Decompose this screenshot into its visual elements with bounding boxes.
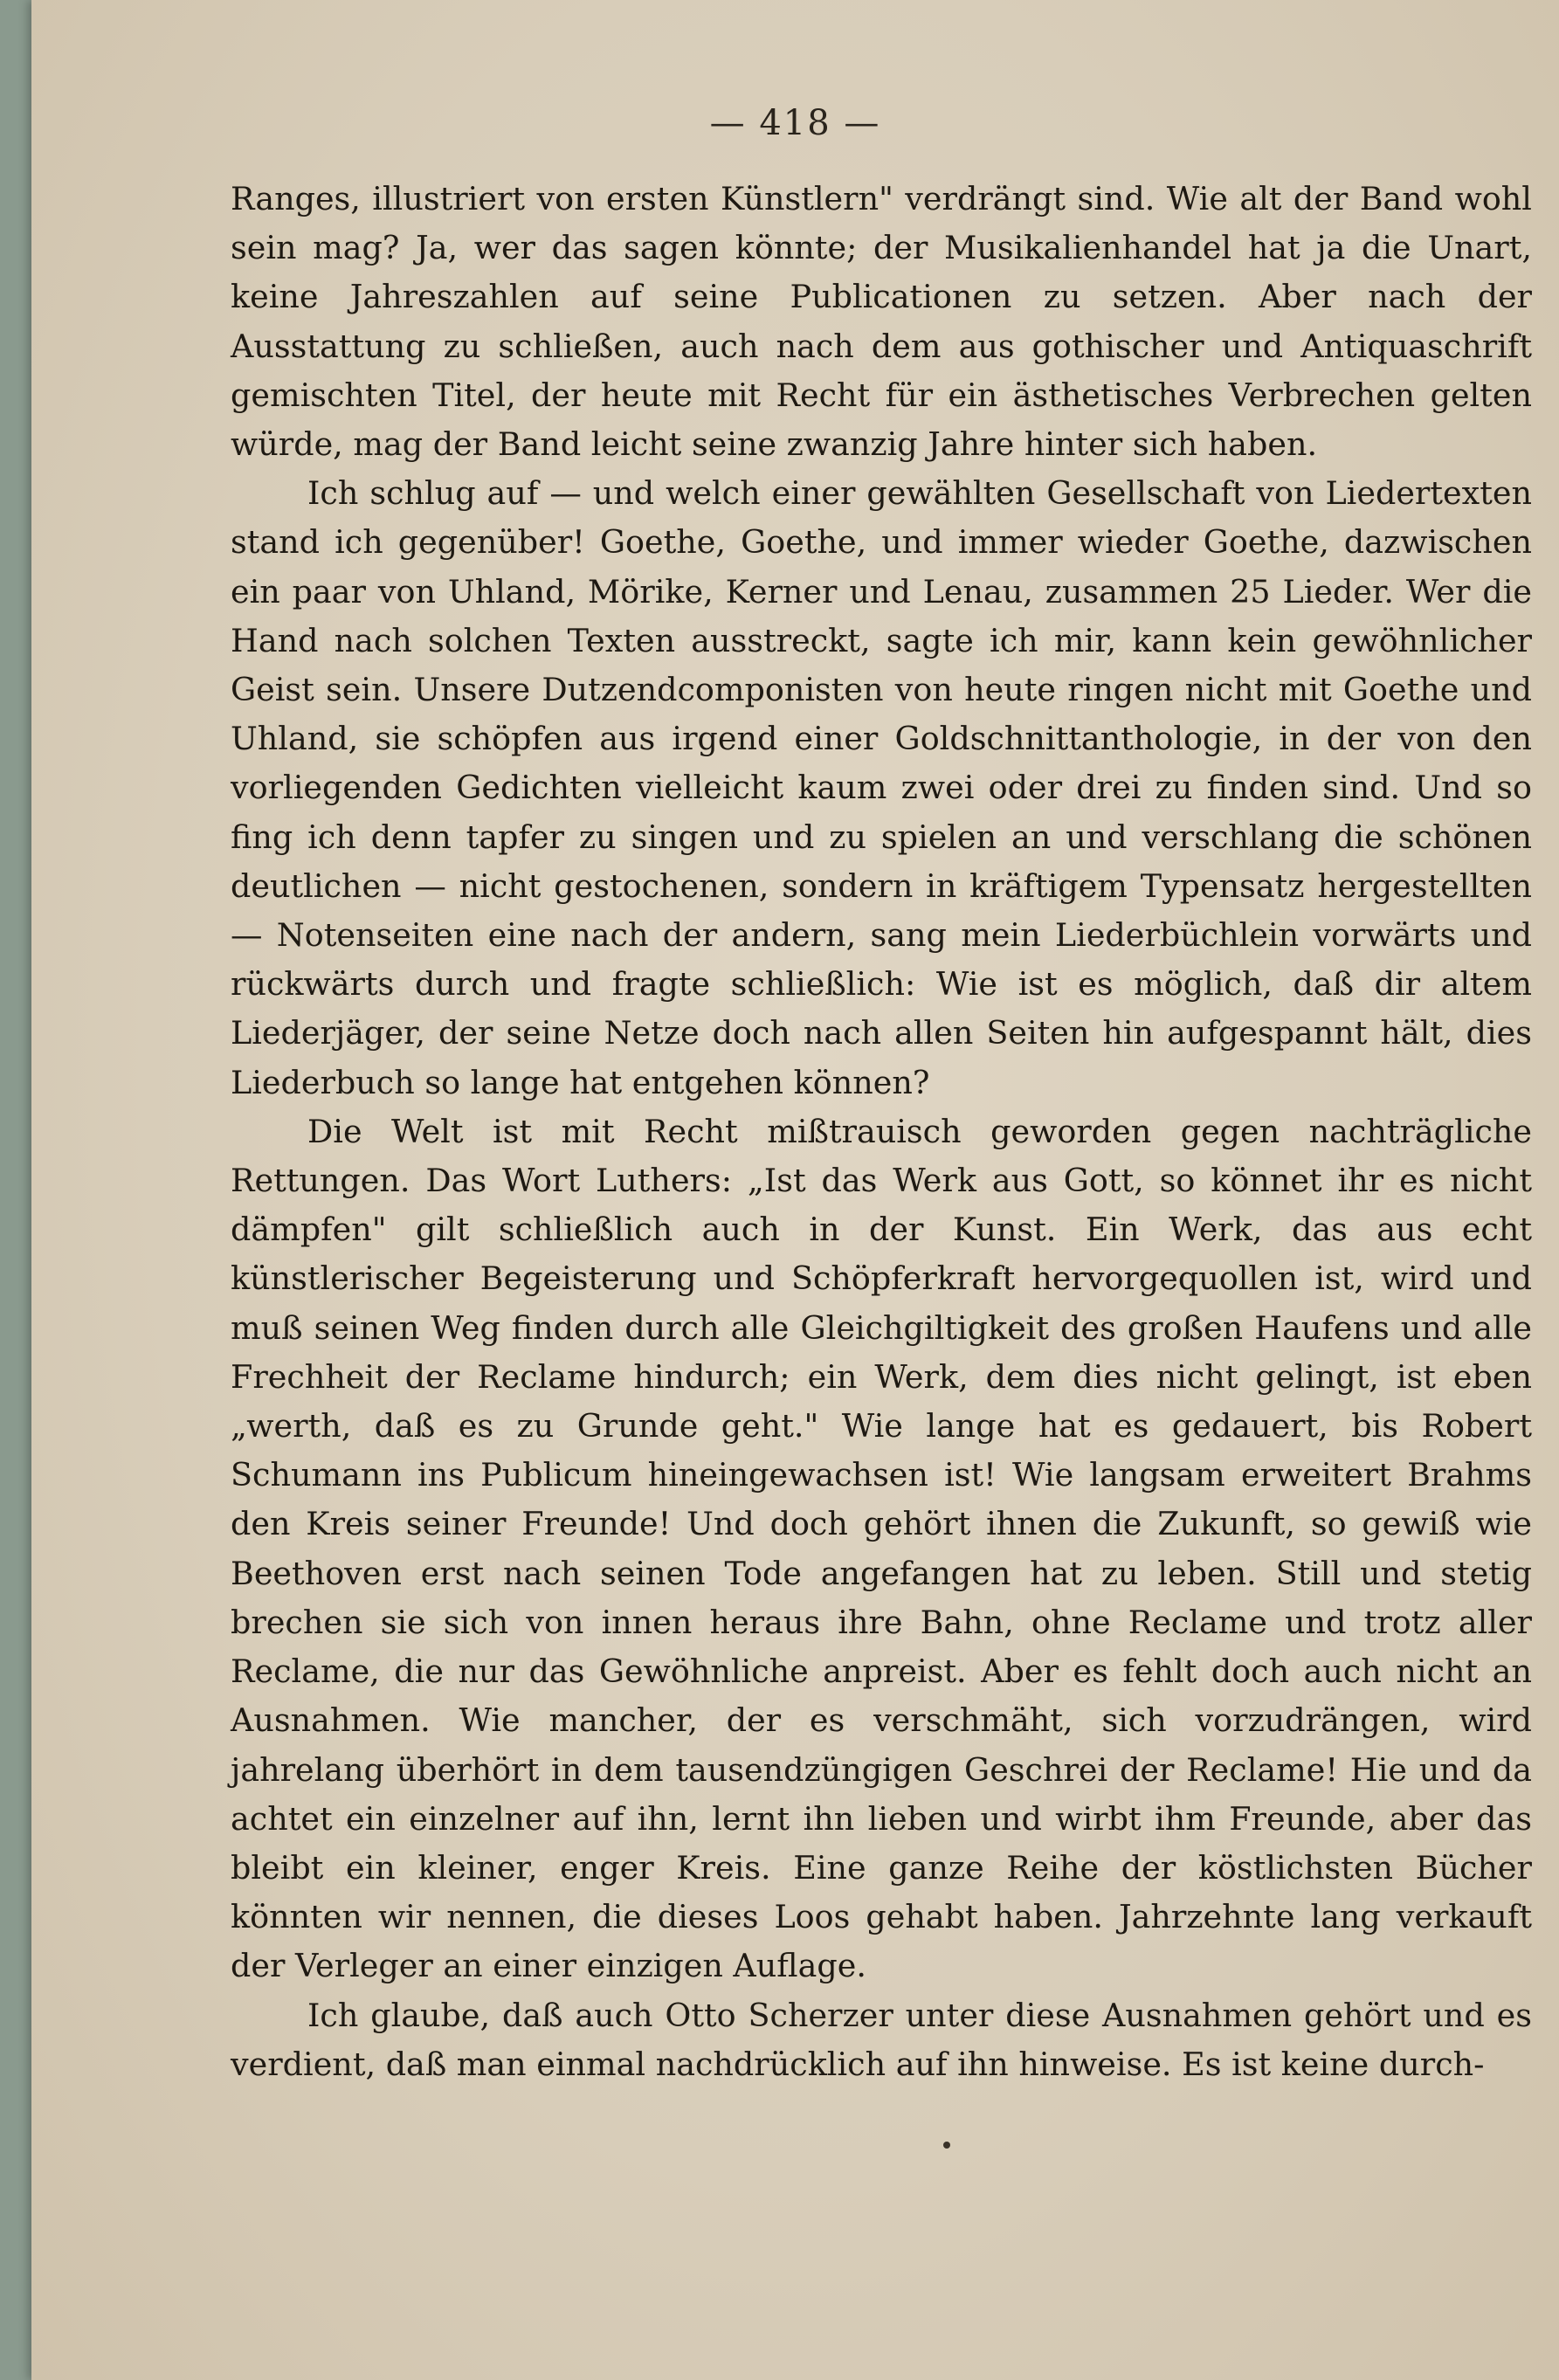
ink-dot [943, 2142, 950, 2149]
body-text [231, 175, 1532, 2089]
paragraph-2: Ich schlug auf — und welch einer gewählten Gesellschaft von Liedertexten stand ich gegenüber! Goethe, Goethe, und immer wieder Goethe, dazwischen ein paar von Uhland, Mörike, Kerner und Lenau, zusammen 25 Lieder. Wer die Hand nach solchen Texten ausstreckt, sagte ich mir, kann kein gewöhnlicher Geist sein. Unsere Dutzendcomponisten von heute ringen nicht mit Goethe und Uhland, sie schöpfen aus irgend einer Goldschnittanthologie, in der von den vorliegenden Gedichten vielleicht kaum zwei oder drei zu finden sind. Und so fing ich denn tapfer zu singen und zu spielen an und verschlang die schönen deutlichen — nicht gestochenen, sondern in kräftigem Typensatz hergestellten — Notenseiten eine nach der andern, sang mein Liederbüchlein vorwärts und rückwärts durch und fragte schließlich: Wie ist es möglich, daß dir altem Liederjäger, der seine Netze doch nach allen Seiten hin aufgespannt hält, dies Liederbuch so lange hat entgehen können? [231, 474, 1532, 1101]
paragraph-1: Ranges, illustriert von ersten Künstlern" verdrängt sind. Wie alt der Band wohl sein mag? Ja, wer das sagen könnte; der Musikalienhandel hat ja die Unart, keine Jahreszahlen auf seine Publicationen zu setzen. Aber nach der Ausstattung zu schließen, auch nach dem aus gothischer und Antiquaschrift gemischten Titel, der heute mit Recht für ein ästhetisches Verbrechen gelten würde, mag der Band leicht seine zwanzig Jahre hinter sich haben. [231, 180, 1532, 464]
book-page [31, 0, 1559, 2380]
page-number: — 418 — [709, 103, 881, 143]
paragraph-4: Ich glaube, daß auch Otto Scherzer unter diese Ausnahmen gehört und es verdient, daß man einmal nachdrücklich auf ihn hinweise. Es ist keine durch- [231, 1996, 1532, 2083]
paragraph-3: Die Welt ist mit Recht mißtrauisch geworden gegen nachträgliche Rettungen. Das Wort Luthers: „Ist das Werk aus Gott, so könnet ihr es nicht dämpfen" gilt schließlich auch in der Kunst. Ein Werk, das aus echt künstlerischer Begeisterung und Schöpferkraft hervorgequollen ist, wird und muß seinen Weg finden durch alle Gleichgiltigkeit des großen Haufens und alle Frechheit der Reclame hindurch; ein Werk, dem dies nicht gelingt, ist eben „werth, daß es zu Grunde geht." Wie lange hat es gedauert, bis Robert Schumann ins Publicum hineingewachsen ist! Wie langsam erweitert Brahms den Kreis seiner Freunde! Und doch gehört ihnen die Zukunft, so gewiß wie Beethoven erst nach seinen Tode angefangen hat zu leben. Still und stetig brechen sie sich von innen heraus ihre Bahn, ohne Reclame und trotz aller Reclame, die nur das Gewöhnliche anpreist. Aber es fehlt doch auch nicht an Ausnahmen. Wie mancher, der es verschmäht, sich vorzudrängen, wird jahrelang überhört in dem tausendzüngigen Geschrei der Reclame! Hie und da achtet ein einzelner auf ihn, lernt ihn lieben und wirbt ihm Freunde, aber das bleibt ein kleiner, enger Kreis. Eine ganze Reihe der köstlichsten Bücher könnten wir nennen, die dieses Loos gehabt haben. Jahrzehnte lang verkauft der Verleger an einer einzigen Auflage. [231, 1112, 1532, 1985]
